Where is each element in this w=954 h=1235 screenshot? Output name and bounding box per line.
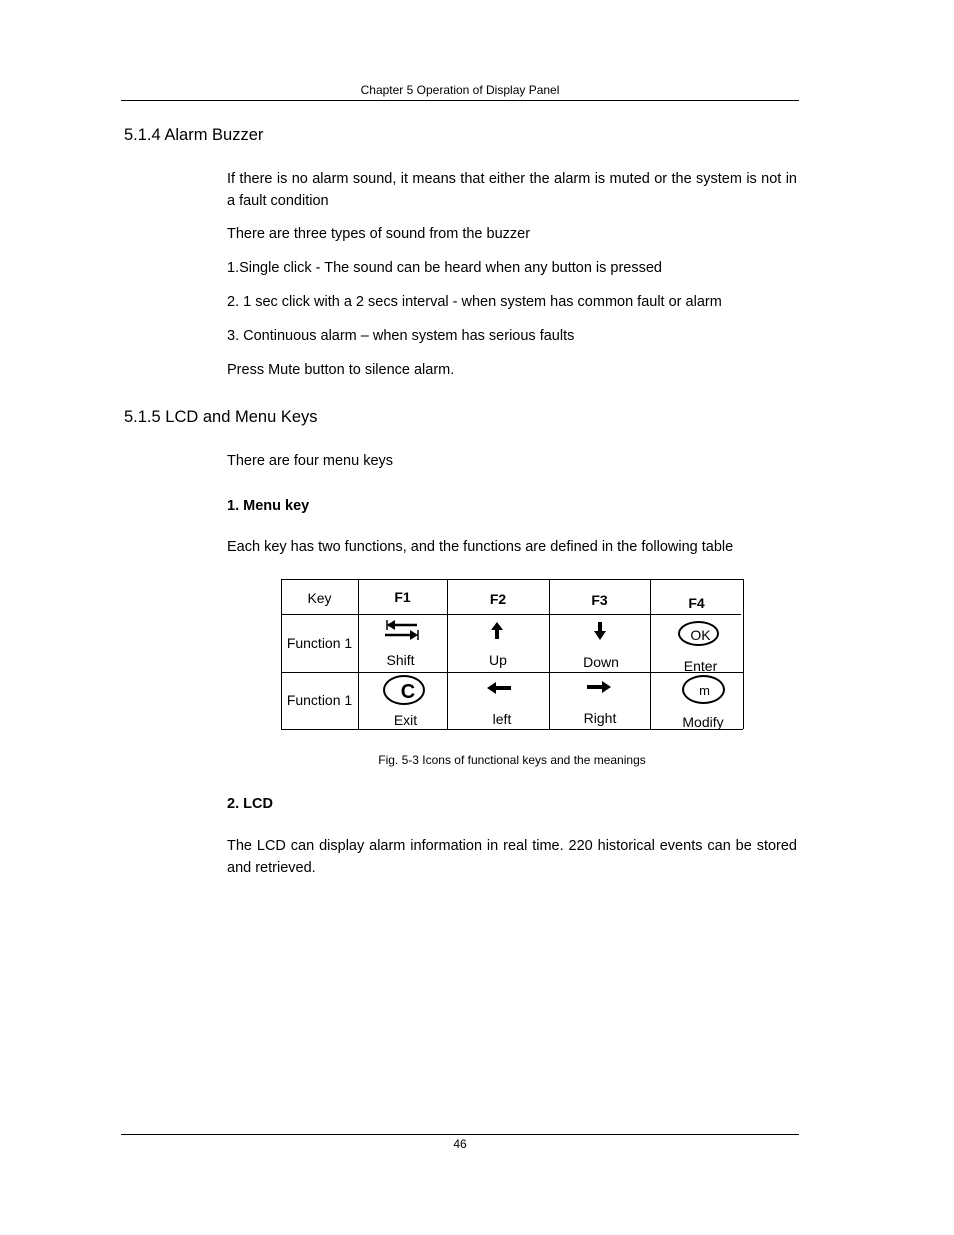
ok-circle-icon xyxy=(678,621,719,646)
header-f4: F4 xyxy=(688,595,705,611)
c-circle-icon xyxy=(383,675,425,705)
alarm-paragraph-3: Press Mute button to silence alarm. xyxy=(227,362,455,378)
figure-caption: Fig. 5-3 Icons of functional keys and the meanings xyxy=(378,753,646,767)
row1-f3-label: Down xyxy=(583,654,619,670)
running-header: Chapter 5 Operation of Display Panel xyxy=(360,83,560,97)
menu-key-heading: 1. Menu key xyxy=(227,498,310,514)
section-title-alarm-buzzer: 5.1.4 Alarm Buzzer xyxy=(124,126,264,144)
ok-icon-text: OK xyxy=(690,627,711,643)
alarm-paragraph-2: There are three types of sound from the buzzer xyxy=(227,226,531,242)
arrow-right-icon xyxy=(586,680,612,694)
arrow-down-icon xyxy=(593,621,607,641)
row1-f2-label: Up xyxy=(489,652,507,668)
alarm-item-1: 1.Single click - The sound can be heard when any button is pressed xyxy=(227,260,662,276)
table-top-border xyxy=(281,579,743,580)
m-circle-icon xyxy=(682,675,725,704)
lcd-text: The LCD can display alarm information in real time. 220 historical events can be stored and retrieved. xyxy=(227,838,797,876)
header-f1: F1 xyxy=(394,589,411,605)
header-rule xyxy=(121,100,799,101)
alarm-item-2: 2. 1 sec click with a 2 secs interval - when system has common fault or alarm xyxy=(227,294,722,310)
table-header-divider xyxy=(281,614,741,615)
alarm-paragraph-1: If there is no alarm sound, it means that either the alarm is muted or the system is not in a fault condition xyxy=(227,171,797,209)
arrow-left-icon xyxy=(486,681,512,695)
row1-label: Function 1 xyxy=(286,635,353,651)
section-title-lcd-menu-keys: 5.1.5 LCD and Menu Keys xyxy=(124,408,318,426)
menu-key-text: Each key has two functions, and the functions are defined in the following table xyxy=(227,539,734,555)
header-key: Key xyxy=(307,590,332,606)
row1-f4-label: Enter xyxy=(683,658,718,674)
header-f2: F2 xyxy=(489,591,507,607)
lcd-intro: There are four menu keys xyxy=(227,453,394,469)
function-keys-table xyxy=(281,579,744,730)
c-icon-text: C xyxy=(400,681,416,703)
footer-rule xyxy=(121,1134,799,1135)
row2-f1-label: Exit xyxy=(393,712,418,728)
m-icon-text: m xyxy=(699,683,710,698)
header-f3: F3 xyxy=(591,592,608,608)
row2-f2-label: left xyxy=(492,711,512,727)
arrow-up-icon xyxy=(490,621,504,641)
alarm-item-3: 3. Continuous alarm – when system has serious faults xyxy=(227,328,575,344)
row2-f4-label: Modify xyxy=(682,714,724,730)
row2-f3-label: Right xyxy=(583,710,617,726)
table-right-border xyxy=(743,579,744,729)
page-number: 46 xyxy=(453,1137,467,1151)
shift-arrows-icon xyxy=(383,619,423,643)
row1-f1-label: Shift xyxy=(386,652,415,668)
row2-label: Function 1 xyxy=(286,692,353,708)
lcd-heading: 2. LCD xyxy=(227,796,273,812)
